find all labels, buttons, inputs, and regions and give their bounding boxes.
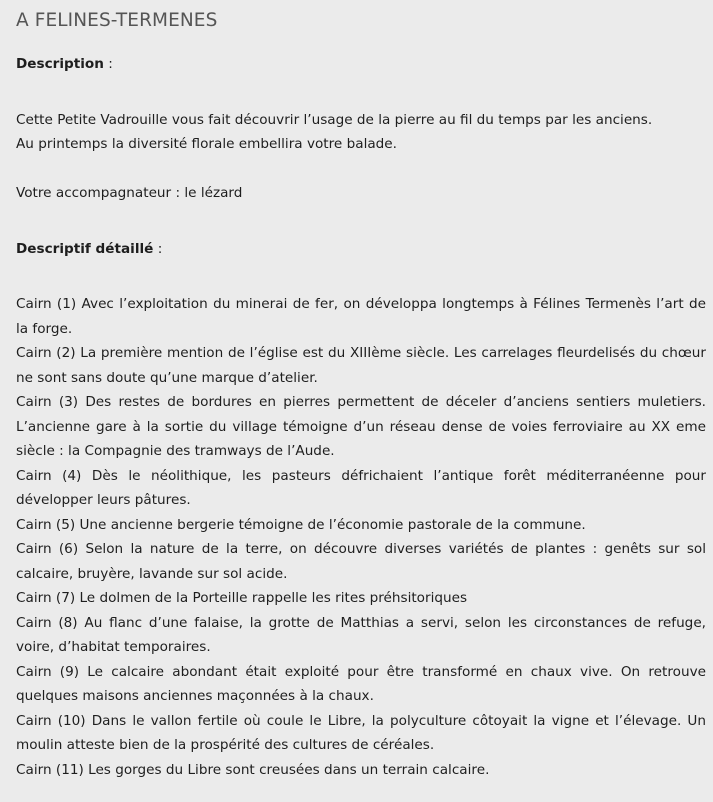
content	[16, 52, 706, 782]
description-label: Description	[16, 56, 104, 72]
detailed-heading	[16, 237, 706, 262]
cairn-item-10: Cairn (10) Dans le vallon fertile où coule le Libre, la polyculture côtoyait la vigne et l’élevage. Un moulin atteste bien de la prospérité des cultures de céréales.	[16, 712, 706, 753]
cairn-item-4: Cairn (4) Dès le néolithique, les pasteurs défrichaient l’antique forêt méditerranéenne pour développer leurs pâtures.	[16, 467, 706, 508]
cairn-item-5: Cairn (5) Une ancienne bergerie témoigne de l’économie pastorale de la commune.	[16, 516, 586, 533]
cairn-list	[16, 292, 706, 782]
guide-line: Votre accompagnateur : le lézard	[16, 185, 243, 201]
description-heading	[16, 52, 706, 77]
cairn-item-2: Cairn (2) La première mention de l’église est du XIIIème siècle. Les carrelages fleurdelisés du chœur ne sont sans doute qu’une marque d’atelier.	[16, 345, 706, 386]
cairn-item-6: Cairn (6) Selon la nature de la terre, on découvre diverses variétés de plantes : genêts sur sol calcaire, bruyère, lavande sur sol acide.	[16, 541, 706, 582]
cairn-item-1: Cairn (1) Avec l’exploitation du minerai de fer, on développa longtemps à Félines Termenès l’art de la forge.	[16, 296, 706, 337]
cairn-item-3: Cairn (3) Des restes de bordures en pierres permettent de déceler d’anciens sentiers muletiers. L’ancienne gare à la sortie du village témoigne d’un réseau dense de voies ferroviaire au XX eme siècle : la Compagnie des tramways de l’Aude.	[16, 394, 706, 459]
cairn-item-8: Cairn (8) Au flanc d’une falaise, la grotte de Matthias a servi, selon les circonstances de refuge, voire, d’habitat temporaires.	[16, 614, 706, 655]
cairn-item-11: Cairn (11) Les gorges du Libre sont creusées dans un terrain calcaire.	[16, 761, 490, 778]
description-line-1: Cette Petite Vadrouille vous fait découvrir l’usage de la pierre au fil du temps par les anciens.	[16, 111, 653, 128]
page-title: A FELINES-TERMENES	[16, 10, 218, 31]
detailed-suffix: :	[153, 240, 163, 257]
description-line-2: Au printemps la diversité florale embellira votre balade.	[16, 136, 397, 152]
detailed-label: Descriptif détaillé	[16, 240, 154, 257]
cairn-item-7: Cairn (7) Le dolmen de la Porteille rappelle les rites préhsitoriques	[16, 590, 468, 606]
cairn-item-9: Cairn (9) Le calcaire abondant était exploité pour être transformé en chaux vive. On retrouve quelques maisons anciennes maçonnées à la chaux.	[16, 663, 706, 704]
description-suffix: :	[103, 56, 113, 72]
